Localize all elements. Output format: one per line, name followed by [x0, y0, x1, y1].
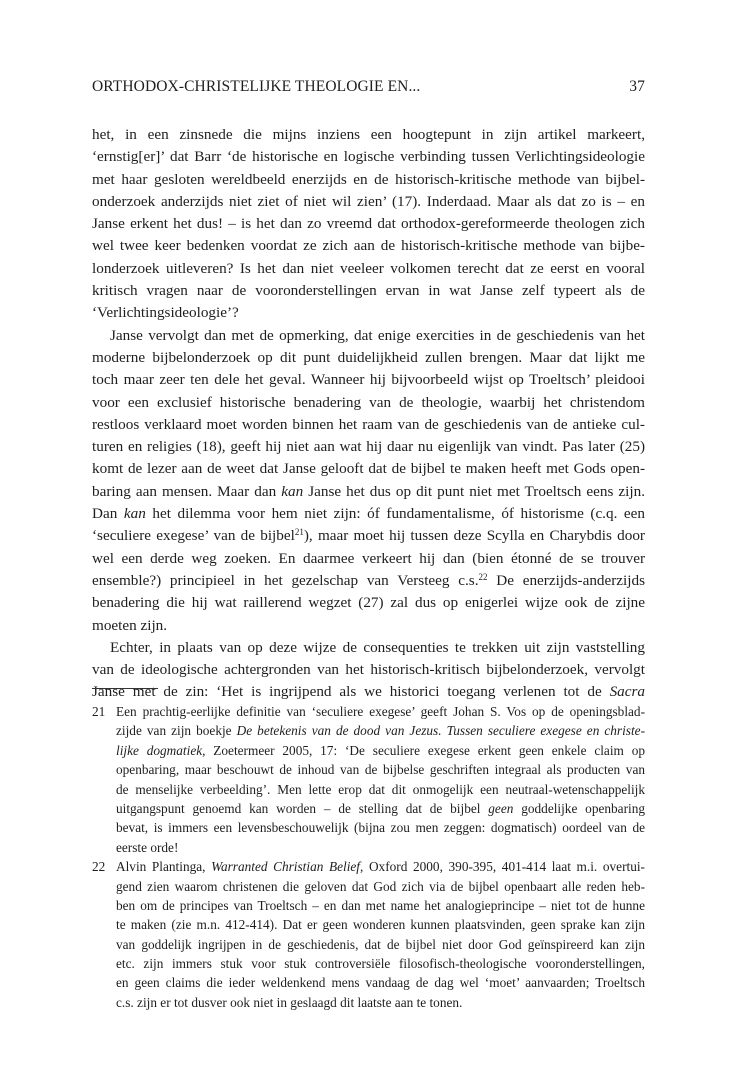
text-line: het, in een zinsnede die mijns inziens een hoogtepunt in zijn artikel markeert,	[92, 126, 645, 143]
note-line: en geen claims die ieder weldenkend mens vandaag de dag wel ‘moet’ aanvaarden; Troeltsch	[116, 975, 645, 991]
italic-run: Warranted Christian Belief	[211, 859, 360, 875]
note-line: van goddelijk ingrijpen in de geschiedenis, dat de bijbel niet door God geïnspireerd kan zijn	[116, 936, 645, 952]
paragraph-1	[92, 124, 645, 325]
note-line: te maken (zie m.n. 412-414). Dat er geen wonderen kunnen plaatsvinden, geen sprake kan zijn	[116, 917, 645, 933]
text-line: Echter, in plaats van op deze wijze de consequenties te trekken uit zijn vaststelling	[110, 638, 645, 656]
note-line	[116, 857, 645, 876]
note-line: ben om de principes van Troeltsch – en dan met name het analogieprincipe – niet tot de hunne	[116, 897, 645, 913]
footnotes	[92, 702, 645, 1012]
text-run: , Oxford 2000, 390-395, 401-414 laat m.i. overtui-	[360, 859, 645, 875]
text-line: moeten zijn.	[92, 616, 168, 634]
text-line	[92, 481, 645, 503]
text-run: het dilemma voor hem niet zijn: óf fundamentalisme, óf historisme (c.q. een	[145, 505, 646, 523]
text-line	[92, 525, 645, 547]
text-line: kritisch vragen naar de vooronderstellingen ervan in wat Janse zelf typeert als de	[92, 282, 645, 300]
text-line: wel twee keer bedenken voordat ze zich aan de historisch-kritische methode van bijbe-	[92, 237, 645, 255]
footnote-22	[92, 857, 645, 1012]
text-line: toch maar zeer ten dele het geval. Wanneer hij bijvoorbeeld wijst op Troeltsch’ pleidooi	[92, 371, 645, 389]
text-line: komt de lezer aan de weet dat Janse gelooft dat de bijbel te maken heeft met Gods open-	[92, 460, 645, 478]
note-line: gend zien waarom christenen die geloven dat God zich via de bijbel openbaart alle reden heb-	[116, 878, 645, 894]
text-line: ‘Verlichtingsideologie’?	[92, 304, 239, 322]
text-run: ensemble?) principieel in het gezelschap van Versteeg c.s.	[92, 571, 479, 589]
note-line	[116, 721, 645, 740]
text-run: , Zoetermeer 2005, 17: ‘De seculiere exegese erkent geen enkele claim op	[202, 742, 645, 758]
text-line	[92, 503, 645, 525]
text-run: Dan	[92, 505, 124, 523]
text-line: van de ideologische achtergronden van het historisch-kritisch bijbelonderzoek, vervolgt	[92, 661, 645, 679]
text-line: turen en religies (18), geeft hij niet aan wat hij daar nu eigenlijk van vindt. Pas later (25)	[92, 438, 645, 456]
paragraph-3	[92, 637, 645, 704]
text-run: zijde van zijn boekje	[116, 723, 237, 739]
text-run: ), maar moet hij tussen deze Scylla en Charybdis door	[303, 527, 645, 545]
text-line: ‘ernstig[er]’ dat Barr ‘de historische en logische verbinding tussen Verlichtingsideologie	[92, 148, 645, 166]
italic-run: Sacra	[609, 683, 645, 701]
text-line: moderne bijbelonderzoek op dit punt duidelijkheid zullen brengen. Maar dat lijkt me	[92, 348, 645, 366]
paragraph-2	[92, 325, 645, 637]
text-line: onderzoek anderzijds niet ziet of niet wil zien’ (17). Inderdaad. Maar als dat zo is – en	[92, 192, 645, 210]
text-run: uitgangspunt genoemd kan worden – de stelling dat de bijbel	[116, 800, 489, 816]
text-run: Janse het dus op dit punt niet met Troeltsch eens zijn.	[303, 482, 645, 500]
text-line: Janse erkent het dus! – is het dan zo vreemd dat orthodox-gereformeerde theologen zich	[92, 215, 645, 233]
text-line: Janse vervolgt dan met de opmerking, dat enige exercities in de geschiedenis van het	[110, 326, 645, 344]
note-line: bevat, is immers een levensbeschouwelijk (bijna zou men zeggen: dogmatisch) oordeel van de	[116, 820, 645, 836]
text-run: baring aan mensen. Maar dan	[92, 482, 282, 500]
footnote-number: 22	[92, 859, 106, 875]
text-line: restloos verklaard moet worden binnen het raam van de geschiedenis van de antieke cul-	[92, 415, 645, 433]
italic-run: De betekenis van de dood van Jezus. Tussen seculiere exegese en christe-	[236, 723, 646, 739]
running-header	[92, 78, 645, 100]
footnote-21	[92, 702, 645, 857]
text-run: Janse met de zin: ‘Het is ingrijpend als we historici toegang verlenen tot de	[92, 683, 610, 701]
text-line: wel een derde weg zoeken. En daarmee verkeert hij dan (bien étonné de se trouver	[92, 549, 645, 567]
footnote-ref-21[interactable]: 21	[294, 527, 304, 538]
italic-run: kan	[123, 505, 146, 523]
footnote-ref-22[interactable]: 22	[478, 571, 488, 582]
note-line	[116, 799, 645, 818]
text-line: benadering die hij wat raillerend wegzet (27) zal dus op enigerlei wijze ook de zijne	[92, 594, 645, 612]
note-line: Een prachtig-eerlijke definitie van ‘seculiere exegese’ geeft Johan S. Vos op de openingsblad-	[116, 704, 645, 719]
note-line: etc. zijn immers stuk voor stuk controversiële filosofisch-theologische vooronderstellingen,	[116, 956, 645, 972]
text-run: Alvin Plantinga,	[116, 859, 212, 875]
note-line: c.s. zijn er tot dusver ook niet in geslaagd dit laatste aan te tonen.	[116, 994, 463, 1010]
running-title: ORTHODOX-CHRISTELIJKE THEOLOGIE EN...	[92, 78, 421, 95]
italic-run: kan	[281, 482, 304, 500]
text-line: londerzoek uitleveren? Is het dan niet veeleer volkomen terecht dat ze eerst en vooral	[92, 259, 645, 277]
text-line	[92, 570, 645, 592]
body-text	[92, 124, 645, 704]
note-line	[116, 741, 645, 760]
footnote-divider	[92, 688, 158, 689]
text-line: voor een exclusief historische benadering van de theologie, waarbij het christendom	[92, 393, 645, 411]
note-line: openbaring, maar beschouwt de inhoud van de bijbelse geschriften integraal als producten van	[116, 762, 645, 778]
text-line: met haar gesloten wereldbeeld enerzijds en de historisch-kritische methode van bijbel-	[92, 170, 645, 188]
text-run: ‘seculiere exegese’ van de bijbel	[92, 527, 295, 545]
text-run: goddelijke openbaring	[513, 800, 646, 816]
footnote-number: 21	[92, 704, 106, 719]
text-line	[92, 681, 645, 703]
italic-run: geen	[488, 800, 514, 816]
text-run: De enerzijds-anderzijds	[487, 571, 645, 589]
note-line: eerste orde!	[116, 839, 179, 855]
page-number: 37	[629, 78, 645, 95]
note-line: de menselijke verbeelding’. Men lette erop dat dit onmogelijk een neutraal-wetenschappelijk	[116, 781, 645, 797]
italic-run: lijke dogmatiek	[116, 742, 203, 758]
